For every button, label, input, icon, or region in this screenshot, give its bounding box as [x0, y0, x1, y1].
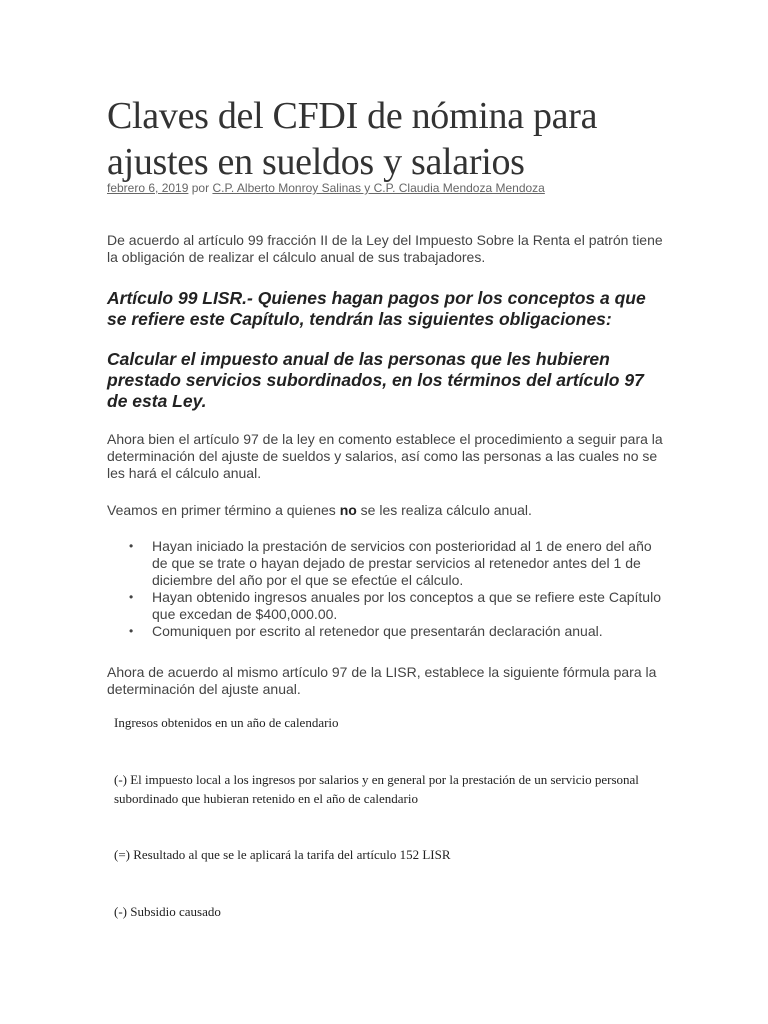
paragraph-veamos-after: se les realiza cálculo anual.: [356, 502, 532, 518]
article-title: Claves del CFDI de nómina para ajustes en sueldos y salarios: [107, 95, 598, 183]
list-item: [107, 589, 667, 623]
quote-text: .- Quienes hagan pagos por los conceptos a que se refiere este Capítulo, tendrán las siguientes obligaciones:: [107, 288, 646, 329]
bullet-icon: •: [129, 539, 134, 553]
quote-reference: Artículo 99 LISR: [107, 288, 243, 308]
byline: [107, 181, 727, 195]
bullet-icon: •: [129, 590, 134, 604]
paragraph-articulo-97: Ahora bien el artículo 97 de la ley en comento establece el procedimiento a seguir para la determinación del ajuste de sueldos y salarios, así como las personas a las cuales no se les hará el cálculo anual.: [107, 431, 663, 481]
exceptions-list: [107, 538, 667, 640]
paragraph-veamos-before: Veamos en primer término a quienes: [107, 502, 340, 518]
formula-line: (=) Resultado al que se le aplicará la tarifa del artículo 152 LISR: [114, 847, 451, 862]
intro-paragraph: De acuerdo al artículo 99 fracción II de la Ley del Impuesto Sobre la Renta el patrón tiene la obligación de realizar el cálculo anual de sus trabajadores.: [107, 232, 663, 265]
formula-line: (-) Subsidio causado: [114, 904, 221, 919]
by-label: por: [191, 181, 210, 195]
emphasis-no: no: [339, 502, 357, 518]
list-item-text: Hayan iniciado la prestación de servicios con posterioridad al 1 de enero del año de que se trate o hayan dejado de prestar servicios al retenedor antes del 1 de diciembre del año por el que se efectúe el cálculo.: [152, 538, 652, 588]
paragraph-formula-intro: Ahora de acuerdo al mismo artículo 97 de la LISR, establece la siguiente fórmula para la determinación del ajuste anual.: [107, 664, 657, 697]
list-item-text: Hayan obtenido ingresos anuales por los conceptos a que se refiere este Capítulo que excedan de $400,000.00.: [152, 589, 661, 622]
bullet-icon: •: [129, 624, 134, 638]
formula-line: Ingresos obtenidos en un año de calendario: [114, 715, 339, 730]
quote-article-99: [107, 288, 667, 330]
date-link[interactable]: febrero 6, 2019: [107, 181, 189, 195]
list-item: [107, 538, 667, 589]
authors-link[interactable]: C.P. Alberto Monroy Salinas y C.P. Claudia Mendoza Mendoza: [212, 181, 545, 195]
list-item-text: Comuniquen por escrito al retenedor que presentarán declaración anual.: [152, 623, 603, 639]
formula-line: (-) El impuesto local a los ingresos por salarios y en general por la prestación de un servicio personal subordinado que hubieran retenido en el año de calendario: [114, 772, 639, 806]
list-item: [107, 623, 667, 640]
quote-calcular: Calcular el impuesto anual de las personas que les hubieren prestado servicios subordinados, en los términos del artículo 97 de esta Ley.: [107, 349, 644, 411]
paragraph-veamos: [107, 502, 667, 519]
